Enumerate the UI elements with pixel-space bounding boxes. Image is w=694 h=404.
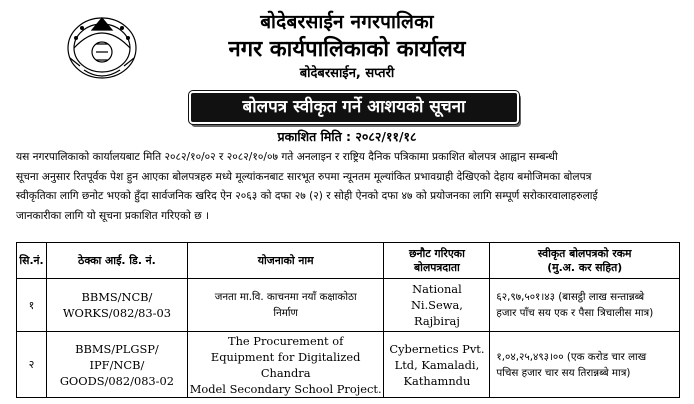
project-line: जनता मा.वि. काचनमा नयाँ कक्षाकोठा (214, 291, 357, 303)
project-line: Model Secondary School Project. (189, 381, 382, 396)
notice-title: बोलपत्र स्वीकृत गर्ने आशयको सूचना (189, 91, 519, 124)
bidder-line: Kathamndu (403, 373, 471, 388)
table-row (17, 279, 680, 332)
municipality-name: बोदेबरसाईन नगरपालिका (260, 11, 434, 33)
table-header-row (17, 243, 680, 279)
cell-contract-id (46, 279, 187, 332)
notice-body (16, 148, 680, 226)
bidder-line: Rajbiraj (413, 314, 460, 328)
bidder-line: Cybernetics Pvt. (389, 341, 485, 356)
amount-header-line: स्वीकृत बोलपत्रको रकम (537, 246, 632, 260)
body-line: सूचना अनुसार रितपूर्वक पेश हुन आएका बोलपत्रहरु मध्ये मूल्यांकनबाट सारभूत रुपमा न्यूनतम मूल्यांकित प्रभावग्राही देखिएको देहाय बमोजिमका बोलपत्र (16, 170, 592, 183)
contract-id-line: IPF/NCB/ (89, 357, 145, 372)
cell-bidder (384, 279, 490, 332)
bidder-line: Ltd, Kamaladi, (394, 357, 480, 372)
project-line: The Procurement of (228, 333, 344, 348)
cell-amount (490, 279, 680, 332)
amount-header-line: (मु.अ. कर सहित) (547, 260, 623, 274)
cell-amount (490, 332, 680, 398)
office-address: बोदेबरसाईन, सप्तरी (299, 66, 395, 81)
cell-sn: २ (17, 332, 47, 398)
amount-line: हजार पाँच सय एक र पैसा त्रिचालीस मात्र) (496, 307, 654, 319)
amount-line: ६२,९७,५०१।४३ (बासट्ठी लाख सन्तान्नब्बे (496, 291, 645, 303)
contract-id-line: WORKS/082/83-03 (62, 306, 172, 320)
published-date: प्रकाशित मिति : २०८२/११/१८ (277, 129, 417, 144)
table-row (17, 332, 680, 398)
cell-bidder (384, 332, 490, 398)
cell-sn: १ (17, 279, 47, 332)
contract-id-line: BBMS/PLGSP/ (75, 341, 159, 356)
body-line: स्वीकृतिका लागि छनोट भएको हुँदा सार्वजनिक खरिद ऐन २०६३ को दफा २७ (२) र सोही ऐनको दफा ४७ को प्रयोजनका लागि सम्पूर्ण सरोकारवालाहरुलाई (16, 190, 598, 202)
amount-line: १,०४,२५,४९३।०० (एक करोड चार लाख (496, 350, 647, 363)
office-name: नगर कार्यपालिकाको कार्यालय (228, 37, 466, 62)
bidder-header-line: बोलपत्रदाता (414, 260, 460, 274)
col-header-sn: सि.नं. (17, 243, 47, 279)
award-table (16, 242, 680, 398)
col-header-bidder (384, 243, 490, 279)
col-header-project: योजनाको नाम (187, 243, 384, 279)
project-line: निर्माण (273, 307, 298, 319)
amount-line: पचिस हजार चार सय तिरान्नब्बे मात्र) (496, 366, 631, 379)
col-header-amount (490, 243, 680, 279)
contract-id-line: GOODS/082/083-02 (59, 373, 175, 388)
cell-project (187, 332, 384, 398)
bidder-line: National Ni.Sewa, (410, 282, 463, 312)
cell-contract-id (46, 332, 187, 398)
cell-project (187, 279, 384, 332)
body-line: जानकारीका लागि यो सूचना प्रकाशित गरिएको छ । (16, 209, 210, 222)
contract-id-line: BBMS/NCB/ (81, 290, 153, 304)
bidder-header-line: छनौट गरिएका (408, 246, 465, 260)
project-line: Equipment for Digitalized Chandra (210, 349, 361, 380)
col-header-contract-id: ठेक्का आई. डि. नं. (46, 243, 187, 279)
body-line: यस नगरपालिकाको कार्यालयबाट मिति २०८२/१०/०२ र २०८२/१०/०७ गते अनलाइन र राष्ट्रिय दैनिक पत्रिकामा प्रकाशित बोलपत्र आह्वान सम्बन्धी (16, 151, 558, 163)
